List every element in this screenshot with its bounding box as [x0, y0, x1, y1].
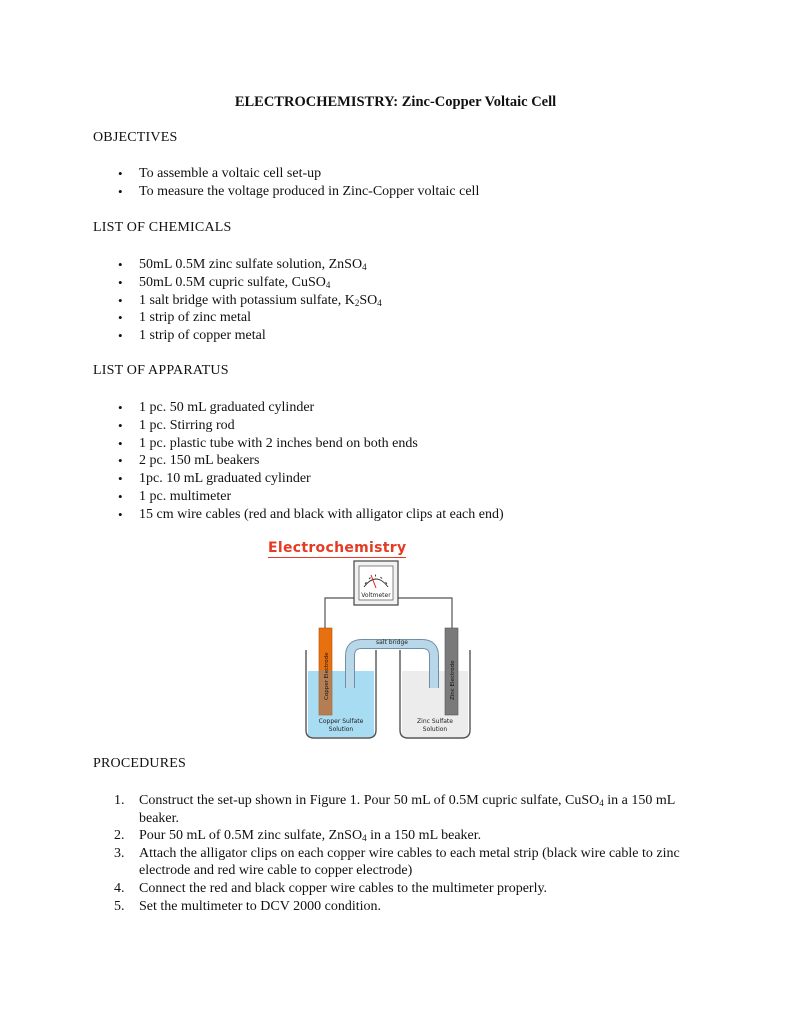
list-item: • To measure the voltage produced in Zinc-Copper voltaic cell [118, 183, 479, 201]
list-item: 2. Pour 50 mL of 0.5M zinc sulfate, ZnSO$_4$ in a 150 mL beaker. [114, 828, 482, 844]
procedures-heading: PROCEDURES [93, 756, 187, 771]
salt-bridge-label: salt bridge [376, 639, 408, 646]
procedures-list [114, 792, 714, 915]
zinc-solution-label-2: Solution [422, 726, 448, 733]
list-item: • 15 cm wire cables (red and black with alligator clips at each end) [118, 506, 504, 524]
list-item: • 1 strip of copper metal [118, 327, 382, 345]
voltmeter-label: Voltmeter [361, 592, 391, 599]
copper-electrode-label: Copper Electrode [324, 652, 330, 700]
objectives-list [118, 165, 479, 201]
list-item: • 50mL 0.5M cupric sulfate, CuSO$_4$ [118, 274, 382, 292]
list-item: • 1 salt bridge with potassium sulfate, $K_2SO_4$ [118, 292, 382, 310]
apparatus-heading: LIST OF APPARATUS [93, 363, 229, 378]
zinc-solution-label-1: Zinc Sulfate [417, 718, 453, 725]
list-item: • 1 pc. Stirring rod [118, 417, 504, 435]
list-item: • 1pc. 10 mL graduated cylinder [118, 470, 504, 488]
list-item: 3. Attach the alligator clips on each copper wire cables to each metal strip (black wire cable to zinc electrode and red wire cable to copper electrode) [114, 845, 680, 879]
list-item: • To assemble a voltaic cell set-up [118, 165, 479, 183]
list-item: • 1 strip of zinc metal [118, 309, 382, 327]
apparatus-list [118, 399, 504, 524]
chemicals-heading: LIST OF CHEMICALS [93, 220, 232, 235]
list-item: • 1 pc. plastic tube with 2 inches bend on both ends [118, 435, 504, 453]
copper-solution-label-2: Solution [328, 726, 354, 733]
zinc-electrode-label: Zinc Electrode [450, 660, 456, 700]
list-item: • 2 pc. 150 mL beakers [118, 452, 504, 470]
copper-solution-label-1: Copper Sulfate [318, 718, 364, 725]
list-item: 4. Connect the red and black copper wire cables to the multimeter properly. [114, 880, 548, 896]
right-wire [396, 598, 452, 639]
list-item: 5. Set the multimeter to DCV 2000 condition. [114, 898, 381, 914]
objectives-heading: OBJECTIVES [93, 130, 178, 145]
list-item: 1. Construct the set-up shown in Figure 1. Pour 50 mL of 0.5M cupric sulfate, CuSO$_4$ in a 150 mL beaker. [114, 793, 675, 826]
document-title: ELECTROCHEMISTRY: Zinc-Copper Voltaic Cell [234, 94, 557, 110]
list-item: • 1 pc. multimeter [118, 488, 504, 506]
list-item: • 1 pc. 50 mL graduated cylinder [118, 399, 504, 417]
figure-title: Electrochemistry [268, 540, 407, 556]
chemicals-list [118, 256, 382, 345]
voltaic-cell-figure [268, 540, 484, 740]
voltaic-cell-diagram [268, 540, 484, 740]
voltmeter [354, 561, 398, 605]
list-item: • 50mL 0.5M zinc sulfate solution, ZnSO$_4$ [118, 256, 382, 274]
